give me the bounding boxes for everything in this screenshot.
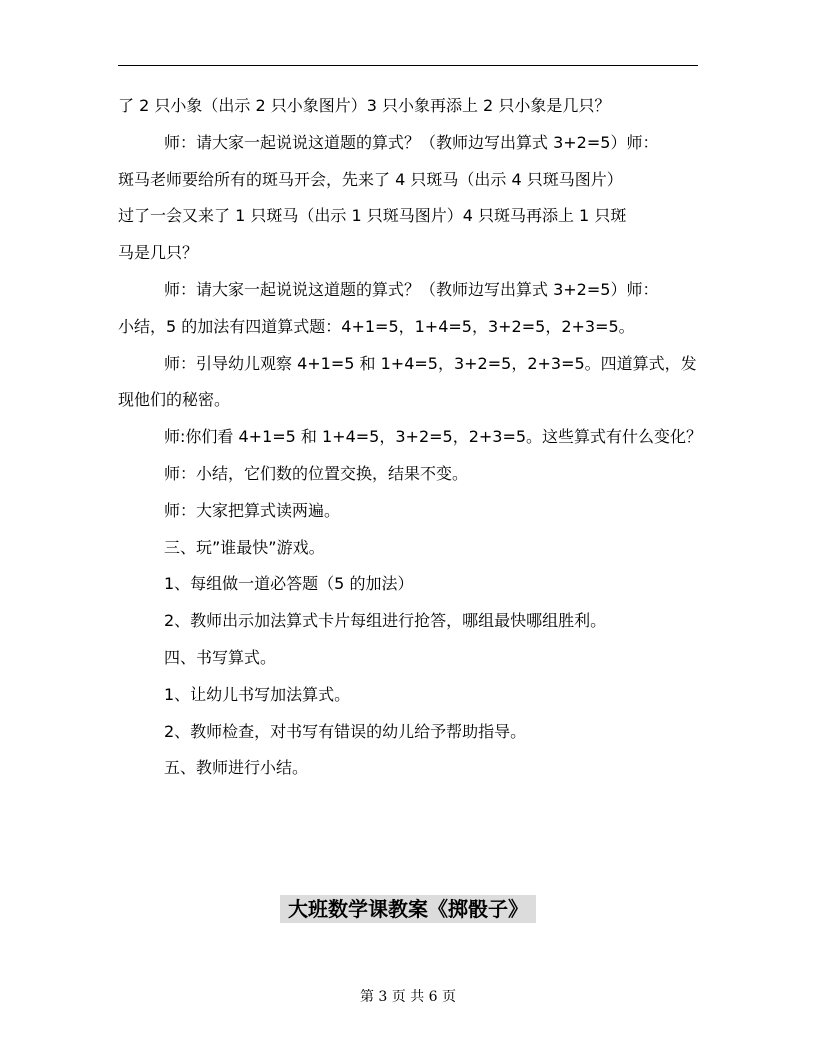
document-body	[118, 88, 708, 787]
text-line: 1、每组做一道必答题（5 的加法）	[164, 574, 414, 594]
page-footer: 第 3 页 共 6 页	[359, 989, 457, 1005]
text-line: 师：请大家一起说说这道题的算式？（教师边写出算式 3+2=5）师：	[164, 132, 659, 152]
text-line: 过了一会又来了 1 只斑马（出示 1 只斑马图片）4 只斑马再添上 1 只斑	[118, 206, 627, 226]
text-line: 五、教师进行小结。	[164, 758, 309, 778]
next-lesson-title: 大班数学课教案《掷骰子》	[280, 895, 536, 923]
text-line: 2、教师检查，对书写有错误的幼儿给予帮助指导。	[164, 721, 527, 741]
text-line: 师:你们看 4+1=5 和 1+4=5，3+2=5，2+3=5。这些算式有什么变化？	[164, 427, 703, 447]
text-line: 了 2 只小象（出示 2 只小象图片）3 只小象再添上 2 只小象是几只？	[118, 96, 611, 115]
text-line: 斑马老师要给所有的斑马开会，先来了 4 只斑马（出示 4 只斑马图片）	[118, 169, 623, 189]
header-rule	[118, 65, 698, 66]
text-line: 三、玩”谁最快”游戏。	[164, 537, 325, 557]
text-line: 师：大家把算式读两遍。	[164, 500, 341, 520]
text-line: 四、书写算式。	[164, 647, 277, 667]
text-line: 马是几只？	[118, 243, 199, 263]
text-line: 现他们的秘密。	[118, 390, 231, 410]
text-line: 2、教师出示加法算式卡片每组进行抢答，哪组最快哪组胜利。	[164, 611, 607, 631]
text-line: 师：引导幼儿观察 4+1=5 和 1+4=5，3+2=5，2+3=5。四道算式，发	[164, 353, 697, 373]
text-line: 师：小结，它们数的位置交换，结果不变。	[164, 463, 469, 483]
text-line: 师：请大家一起说说这道题的算式？（教师边写出算式 3+2=5）师：	[164, 279, 659, 299]
text-line: 小结，5 的加法有四道算式题：4+1=5，1+4=5，3+2=5，2+3=5。	[118, 316, 635, 336]
text-line: 1、让幼儿书写加法算式。	[164, 684, 351, 704]
